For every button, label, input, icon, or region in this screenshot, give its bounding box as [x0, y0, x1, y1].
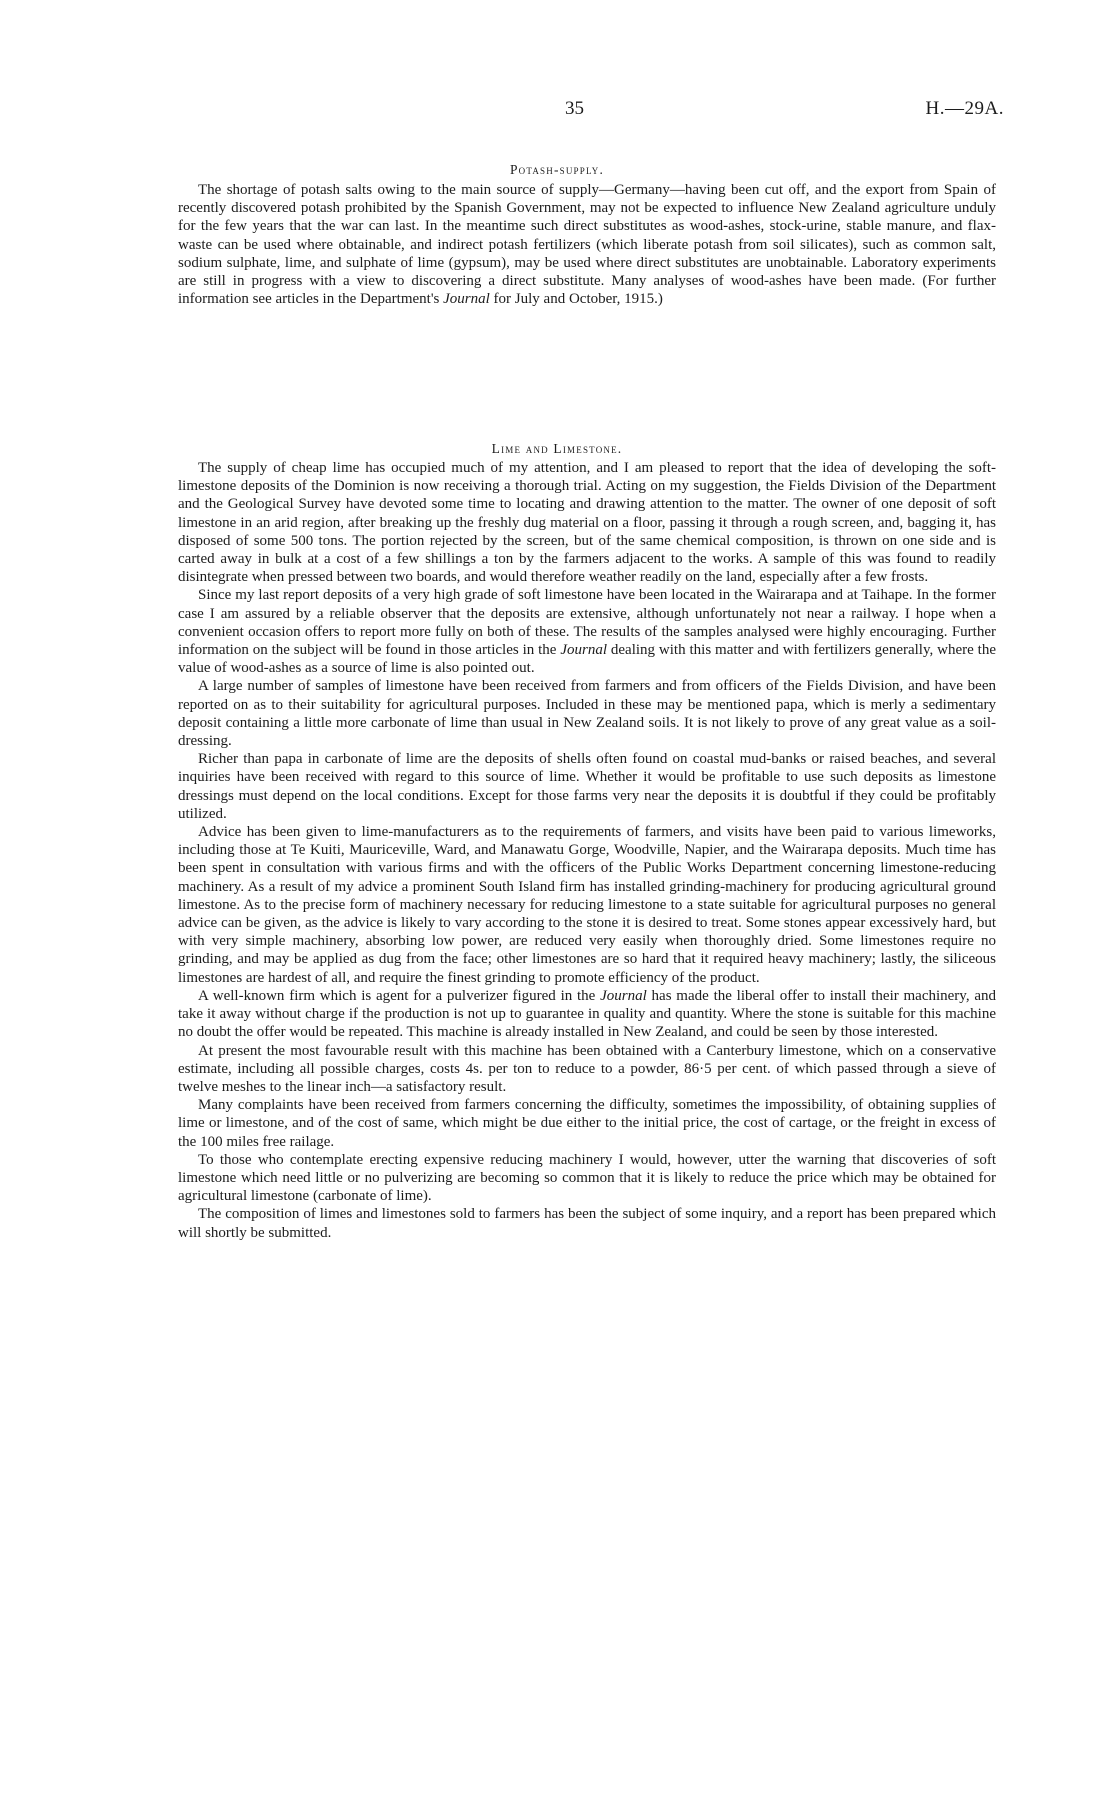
paragraph: At present the most favourable result with this machine has been obtained with a Canterbury limestone, which on a conservative estimate, including all possible charges, costs 4s. per ton to reduce to a powder, 86·5 per cent. of which passed through a sieve of twelve meshes to the linear inch—a satisfactory result. [178, 1042, 996, 1095]
paragraph: Many complaints have been received from farmers concerning the difficulty, sometimes the impossibility, of obtaining supplies of lime or limestone, and of the cost of same, which might be due either to the initial price, the cost of cartage, or the freight in excess of the 100 miles free railage. [178, 1097, 996, 1150]
paragraph: The composition of limes and limestones sold to farmers has been the subject of some inquiry, and a report has been prepared which will shortly be submitted. [178, 1206, 996, 1241]
paragraph: The supply of cheap lime has occupied much of my attention, and I am pleased to report that the idea of developing the soft-limestone deposits of the Dominion is now receiving a thorough trial. Acting on my suggestion, the Fields Division of the Department and the Geological Survey have devoted some time to locating and drawing attention to the matter. The owner of one deposit of soft limestone in an arid region, after breaking up the freshly dug material on a floor, passing it through a rough screen, and, bagging it, has disposed of some 500 tons. The portion rejected by the screen, but of the same chemical composition, is thrown on one side and is carted away in bulk at a cost of a few shillings a ton by the farmers adjacent to the works. A sample of this was found to readily disintegrate when pressed between two boards, and would therefore weather readily on the land, especially after a few frosts. [178, 460, 996, 586]
paragraph: Advice has been given to lime-manufacturers as to the requirements of farmers, and visits have been paid to various limeworks, including those at Te Kuiti, Mauriceville, Ward, and Manawatu Gorge, Woodville, Napier, and the Wairarapa deposits. Much time has been spent in consultation with various firms and with the officers of the Public Works Department concerning limestone-reducing machinery. As a result of my advice a prominent South Island firm has installed grinding-machinery for producing agricultural ground limestone. As to the precise form of machinery necessary for reducing limestone to a state suitable for agricultural purposes no general advice can be given, as the advice is likely to vary according to the stone it is desired to treat. Some stones appear excessively hard, but with very simple machinery, absorbing low power, are reduced very easily when thoroughly dried. Some limestones require no grinding, and may be applied as dug from the face; other limestones are so hard that it required heavy machinery; lastly, the siliceous limestones are hardest of all, and require the finest grinding to promote efficiency of the product. [178, 824, 996, 986]
section-potash-supply [178, 181, 996, 308]
document-reference: H.—29A. [925, 98, 1004, 119]
paragraph: The shortage of potash salts owing to the main source of supply—Germany—having been cut off, and the export from Spain of recently discovered potash prohibited by the Spanish Government, may not be expected to influence New Zealand agriculture unduly for the few years that the war can last. In the meantime such direct substitutes as wood-ashes, stock-urine, stable manure, and flax-waste can be used where obtainable, and indirect potash fertilizers (which liberate potash from soil silicates), such as common salt, sodium sulphate, lime, and sulphate of lime (gypsum), may be used where direct substitutes are unobtainable. Laboratory experiments are still in progress with a view to discovering a direct substitute. Many analyses of wood-ashes have been made. (For further information see articles in the Department's Journal for July and October, 1915.) [178, 182, 996, 308]
paragraph: To those who contemplate erecting expensive reducing machinery I would, however, utter the warning that discoveries of soft limestone which need little or no pulverizing are becoming so common that it is likely to reduce the price which may be obtained for agricultural limestone (carbonate of lime). [178, 1151, 996, 1205]
paragraph: A large number of samples of limestone have been received from farmers and from officers of the Fields Division, and have been reported on as to their suitability for agricultural purposes. Included in these may be mentioned papa, which is merly a sedimentary deposit containing a little more carbonate of lime than usual in New Zealand soils. It is not likely to prove of any great value as a soil-dressing. [178, 678, 996, 750]
section-heading-potash-supply: Potash-supply. [509, 162, 605, 177]
page-header [0, 98, 1114, 122]
paragraph: Richer than papa in carbonate of lime are the deposits of shells often found on coastal mud-banks or raised beaches, and several inquiries have been received with regard to this source of lime. Whether it would be profitable to use such deposits as limestone dressings must depend on the local conditions. Except for those farms very near the deposits it is doubtful if they could be profitably utilized. [178, 751, 996, 822]
page-number: 35 [565, 98, 584, 119]
paragraph: A well-known firm which is agent for a pulverizer figured in the Journal has made the liberal offer to install their machinery, and take it away without charge if the production is not up to guarantee in quality and quantity. Where the stone is suitable for this machine no doubt the offer would be repeated. This machine is already installed in New Zealand, and could be seen by those interested. [178, 987, 997, 1041]
paragraph: Since my last report deposits of a very high grade of soft limestone have been located in the Wairarapa and at Taihape. In the former case I am assured by a reliable observer that the deposits are extensive, although unfortunately not near a railway. I hope when a convenient occasion offers to report more fully on both of these. The results of the samples analysed were highly encouraging. Further information on the subject will be found in those articles in the Journal dealing with this matter and with fertilizers generally, where the value of wood-ashes as a source of lime is also pointed out. [178, 587, 996, 677]
section-lime-and-limestone [178, 459, 996, 1242]
section-heading-lime-and-limestone: Lime and Limestone. [491, 441, 623, 456]
